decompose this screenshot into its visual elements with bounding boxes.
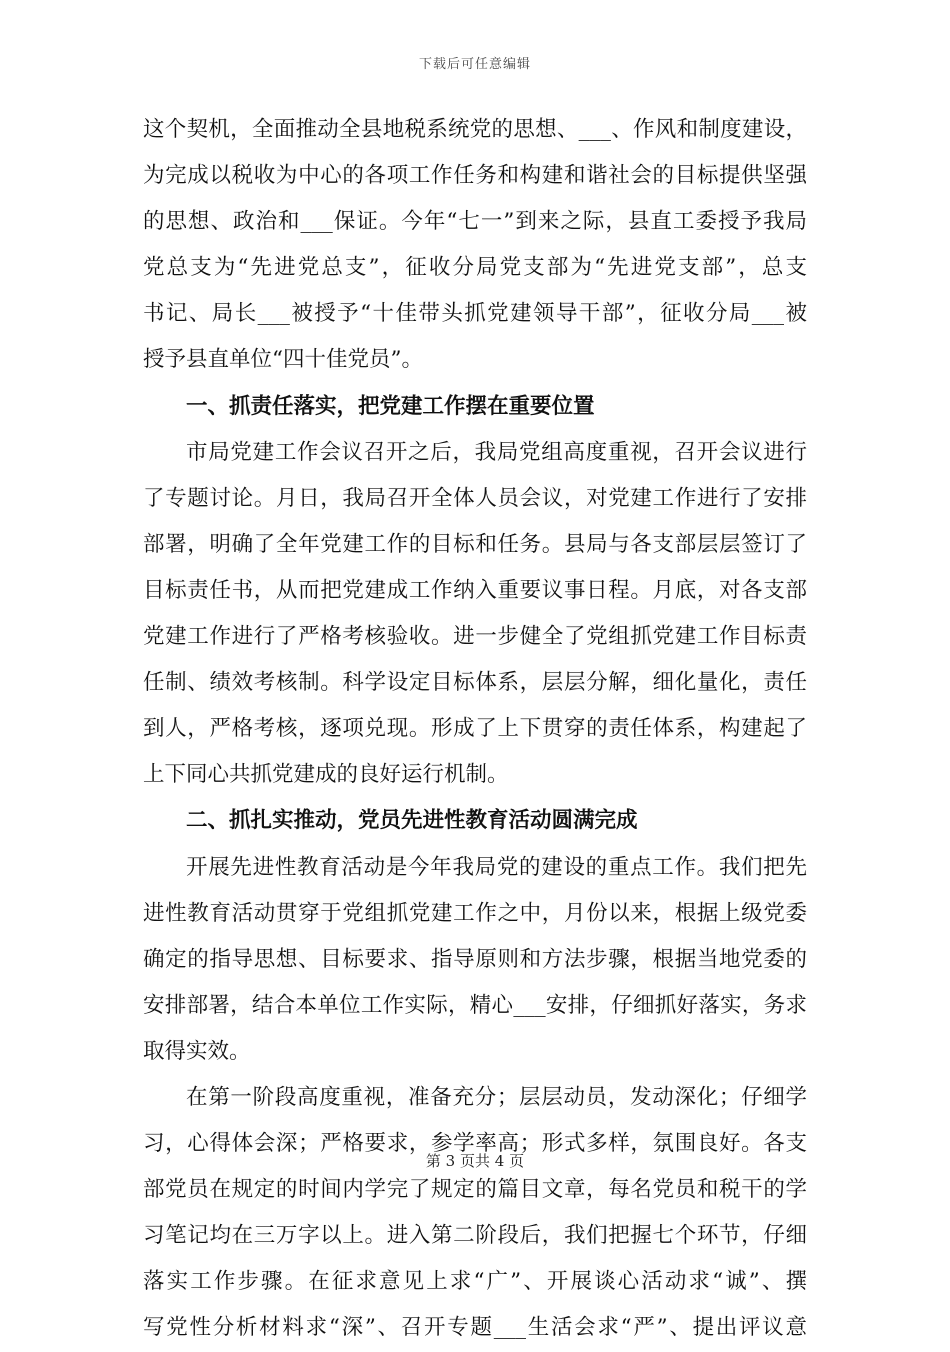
page-footer: 第 3 页共 4 页 [425, 1152, 525, 1170]
text-line: 写党性分析材料求“深”、召开专题___生活会求“严”、提出评议意 [143, 1315, 807, 1341]
text-line: 确定的指导思想、目标要求、指导原则和方法步骤，根据当地党委的 [143, 946, 807, 972]
text-line: 这个契机，全面推动全县地税系统党的思想、___、作风和制度建设， [143, 117, 807, 142]
text-line: 党总支为“先进党总支”，征收分局党支部为“先进党支部”，总支 [143, 255, 807, 281]
text-line: 取得实效。 [143, 1038, 251, 1064]
text-line: 进性教育活动贯穿于党组抓党建工作之中，月份以来，根据上级党委 [143, 900, 807, 926]
text-line: 上下同心共抓党建成的良好运行机制。 [143, 762, 509, 788]
text-line: 部署，明确了全年党建工作的目标和任务。县局与各支部层层签订了 [143, 531, 807, 557]
text-line: 开展先进性教育活动是今年我局党的建设的重点工作。我们把先 [186, 854, 807, 880]
text-line: 到人，严格考核，逐项兑现。形成了上下贯穿的责任体系，构建起了 [143, 716, 807, 742]
text-line: 在第一阶段高度重视，准备充分；层层动员，发动深化；仔细学 [186, 1084, 807, 1110]
text-line: 习笔记均在三万字以上。进入第二阶段后，我们把握七个环节，仔细 [143, 1223, 807, 1249]
text-line: 部党员在规定的时间内学完了规定的篇目文章，每名党员和税干的学 [143, 1177, 807, 1203]
text-line: 授予县直单位“四十佳党员”。 [143, 347, 423, 373]
text-line: 目标责任书，从而把党建成工作纳入重要议事日程。月底，对各支部 [143, 577, 807, 603]
text-line: 习，心得体会深；严格要求，参学率高；形式多样，氛围良好。各支 [143, 1131, 807, 1157]
text-line: 安排部署，结合本单位工作实际，精心___安排，仔细抓好落实，务求 [143, 992, 807, 1018]
text-line: 市局党建工作会议召开之后，我局党组高度重视，召开会议进行 [186, 439, 807, 465]
page-header: 下载后可任意编辑 [418, 57, 531, 72]
section-heading: 二、抓扎实推动，党员先进性教育活动圆满完成 [186, 808, 638, 834]
text-line: 了专题讨论。月日，我局召开全体人员会议，对党建工作进行了安排 [143, 485, 807, 511]
text-line: 书记、局长___被授予“十佳带头抓党建领导干部”，征收分局___被 [143, 301, 807, 327]
text-line: 落实工作步骤。在征求意见上求“广”、开展谈心活动求“诚”、撰 [143, 1269, 807, 1295]
section-heading: 一、抓责任落实，把党建工作摆在重要位置 [186, 393, 595, 419]
text-line: 任制、绩效考核制。科学设定目标体系，层层分解，细化量化，责任 [143, 670, 807, 696]
text-line: 的思想、政治和___保证。今年“七一”到来之际，县直工委授予我局 [143, 209, 807, 235]
text-line: 党建工作进行了严格考核验收。进一步健全了党组抓党建工作目标责 [143, 624, 807, 650]
text-line: 为完成以税收为中心的各项工作任务和构建和谐社会的目标提供坚强 [143, 163, 807, 189]
